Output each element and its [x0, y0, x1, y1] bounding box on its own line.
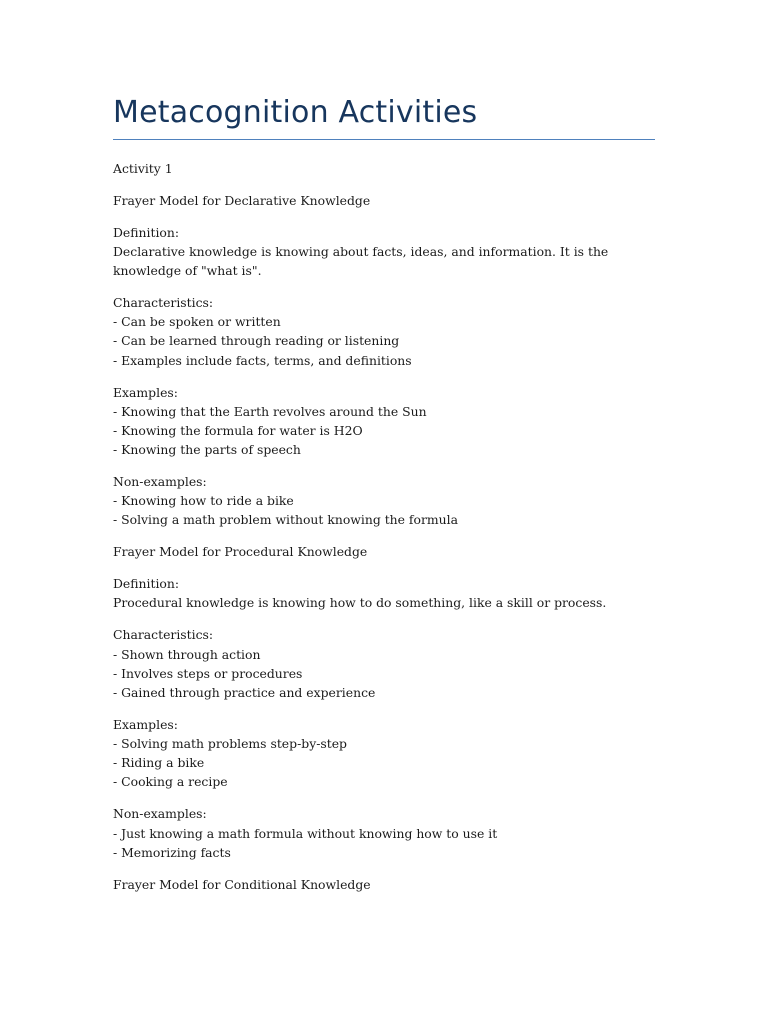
characteristics-label: Characteristics: [113, 627, 214, 643]
list-item: - Memorizing facts [113, 844, 231, 860]
activity-label: Activity 1 [113, 161, 173, 176]
nonexamples-label: Non-examples: [113, 474, 207, 490]
document-title: Metacognition Activities [113, 95, 478, 130]
list-item: - Can be spoken or written [113, 314, 281, 330]
list-item: - Solving a math problem without knowing the formula [113, 512, 458, 528]
section-heading-declarative: Frayer Model for Declarative Knowledge [113, 192, 371, 208]
list-item: - Knowing the parts of speech [113, 442, 301, 458]
declarative-nonexamples [113, 472, 658, 530]
definition-text: Declarative knowledge is knowing about facts, ideas, and information. It is the knowledge of "what is". [113, 243, 609, 279]
characteristics-label: Characteristics: [113, 295, 214, 311]
definition-label: Definition: [113, 576, 180, 592]
definition-text: Procedural knowledge is knowing how to do something, like a skill or process. [113, 595, 607, 611]
list-item: - Riding a bike [113, 755, 205, 771]
list-item: - Examples include facts, terms, and definitions [113, 352, 412, 368]
examples-label: Examples: [113, 384, 178, 400]
list-item: - Knowing how to ride a bike [113, 493, 294, 509]
list-item: - Cooking a recipe [113, 774, 228, 790]
list-item: - Gained through practice and experience [113, 684, 376, 700]
procedural-characteristics [113, 625, 658, 702]
procedural-examples [113, 715, 658, 792]
declarative-definition [113, 223, 658, 281]
document-body [113, 159, 658, 907]
procedural-definition [113, 574, 658, 612]
examples-label: Examples: [113, 716, 178, 732]
list-item: - Knowing the formula for water is H2O [113, 422, 363, 438]
list-item: - Shown through action [113, 646, 261, 662]
declarative-examples [113, 383, 658, 460]
list-item: - Knowing that the Earth revolves around the Sun [113, 403, 427, 419]
list-item: - Solving math problems step-by-step [113, 736, 347, 752]
declarative-characteristics [113, 293, 658, 370]
nonexamples-label: Non-examples: [113, 806, 207, 822]
procedural-nonexamples [113, 804, 658, 862]
section-heading-procedural: Frayer Model for Procedural Knowledge [113, 544, 368, 560]
definition-label: Definition: [113, 224, 180, 240]
title-underline-rule [113, 139, 655, 140]
list-item: - Just knowing a math formula without knowing how to use it [113, 825, 498, 841]
section-heading-conditional: Frayer Model for Conditional Knowledge [113, 876, 371, 892]
list-item: - Can be learned through reading or listening [113, 333, 400, 349]
list-item: - Involves steps or procedures [113, 665, 303, 681]
